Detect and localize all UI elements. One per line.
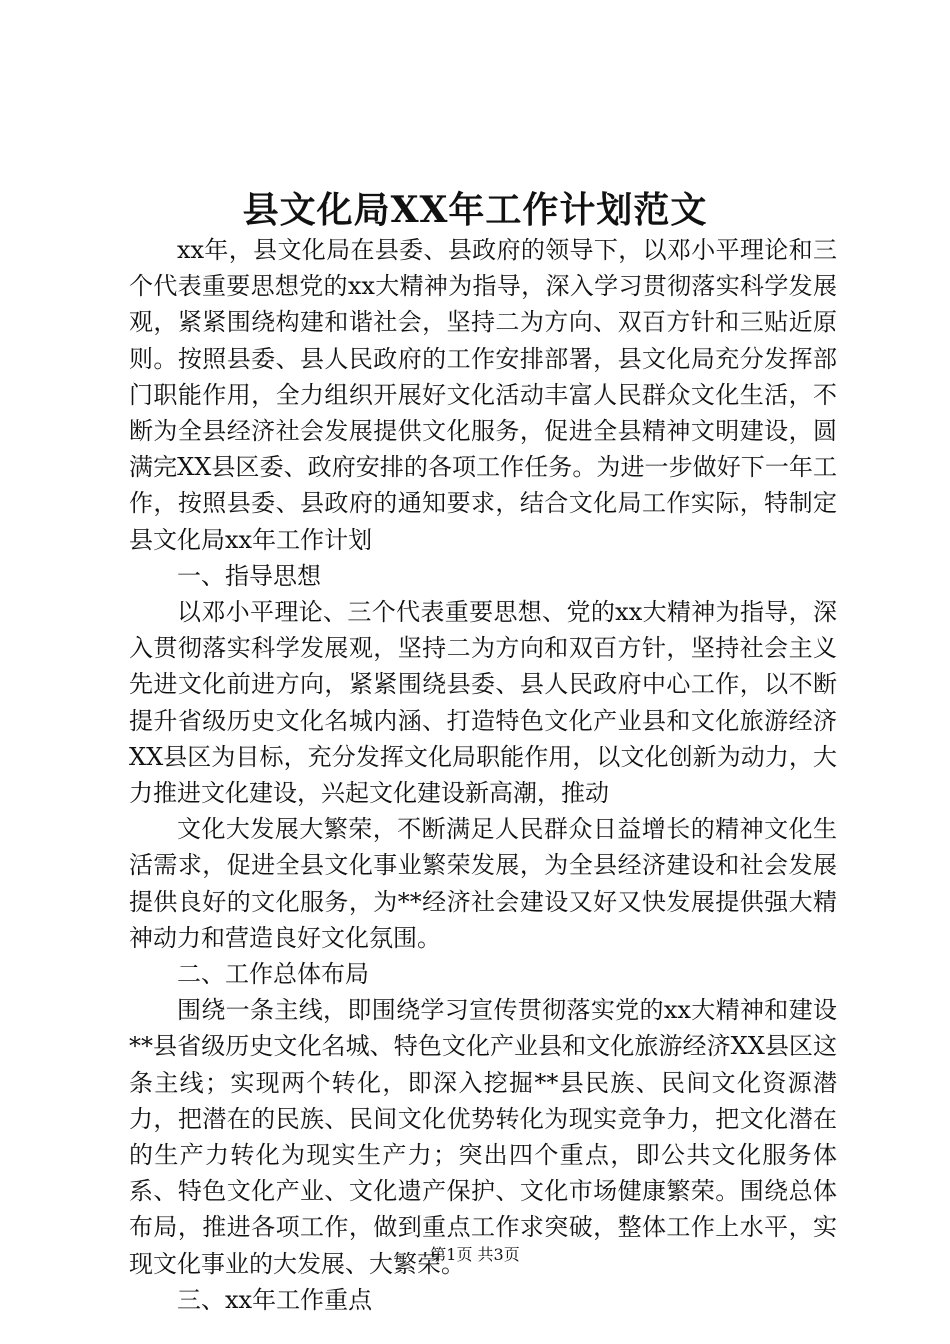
section-heading-work-priorities: 三、xx年工作重点 [177,1285,373,1314]
document-title: 县文化局XX年工作计划范文 [242,189,708,231]
paragraph-culture-prosperity: 文化大发展大繁荣，不断满足人民群众日益增长的精神文化生活需求，促进全县文化事业繁荣发展，为全县经济建设和社会发展提供良好的文化服务，为**经济社会建设又好又快发展提供强大精神动力和营造良好文化氛围。 [129,815,837,952]
document-body [129,232,837,1318]
page-footer: 第1页 共3页 [430,1245,520,1264]
paragraph-guiding-ideology: 以邓小平理论、三个代表重要思想、党的xx大精神为指导，深入贯彻落实科学发展观，坚持二为方向和双百方针，坚持社会主义先进文化前进方向，紧紧围绕县委、县人民政府中心工作，以不断提升省级历史文化名城内涵、打造特色文化产业县和文化旅游经济XX县区为目标，充分发挥文化局职能作用，以文化创新为动力，大力推进文化建设，兴起文化建设新高潮，推动 [129,598,837,808]
paragraph-intro: xx年，县文化局在县委、县政府的领导下，以邓小平理论和三个代表重要思想党的xx大精神为指导，深入学习贯彻落实科学发展观，紧紧围绕构建和谐社会，坚持二为方向、双百方针和三贴近原则。按照县委、县人民政府的工作安排部署，县文化局充分发挥部门职能作用，全力组织开展好文化活动丰富人民群众文化生活，不断为全县经济社会发展提供文化服务，促进全县精神文明建设，圆满完XX县区委、政府安排的各项工作任务。为进一步做好下一年工作，按照县委、县政府的通知要求，结合文化局工作实际，特制定县文化局xx年工作计划 [129,236,837,554]
section-heading-guiding-ideology: 一、指导思想 [177,561,321,590]
paragraph-overall-layout: 围绕一条主线，即围绕学习宣传贯彻落实党的xx大精神和建设**县省级历史文化名城、特色文化产业县和文化旅游经济XX县区这条主线；实现两个转化，即深入挖掘**县民族、民间文化资源潜力，把潜在的民族、民间文化优势转化为现实竞争力，把文化潜在的生产力转化为现实生产力；突出四个重点，即公共文化服务体系、特色文化产业、文化遗产保护、文化市场健康繁荣。围绕总体布局，推进各项工作，做到重点工作求突破，整体工作上水平，实现文化事业的大发展、大繁荣。 [129,996,837,1278]
section-heading-overall-layout: 二、工作总体布局 [177,960,369,989]
